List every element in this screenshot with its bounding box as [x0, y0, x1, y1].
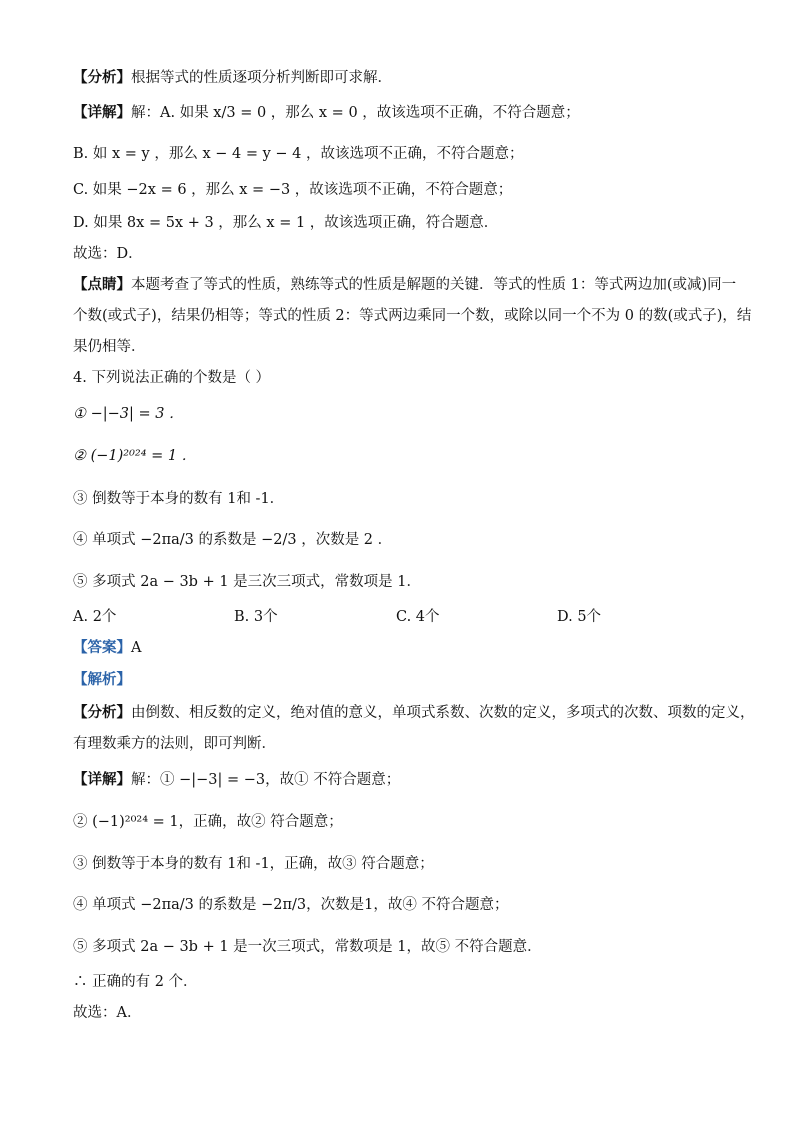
- q4-detail-text-5: ⑤ 多项式 2a − 3b + 1 是一次三项式，常数项是 1，故⑤ 不符合题意．: [73, 939, 542, 955]
- detail-line-c: [73, 180, 512, 200]
- detail-text-b: B. 如 x = y ，那么 x − 4 = y − 4 ，故该选项不正确，不符合题意；: [73, 146, 524, 162]
- q4-detail-text-1: 解：① −|−3| = −3，故① 不符合题意；: [131, 772, 401, 788]
- question-4-title: [73, 368, 270, 388]
- detail-text-a: 解：A. 如果 x/3 = 0 ，那么 x = 0 ，故该选项不正确，不符合题意；: [131, 105, 580, 121]
- option-b: B. 3个: [234, 609, 278, 625]
- note-line-3: [73, 337, 146, 357]
- choose-line: [73, 244, 143, 264]
- statement-2: [73, 446, 196, 466]
- statement-4: [73, 530, 392, 550]
- statement-3-text: ③ 倒数等于本身的数有 1和 -1．: [73, 491, 285, 507]
- answer-line: [73, 638, 141, 658]
- note-text-1: 本题考查了等式的性质，熟练等式的性质是解题的关键．等式的性质 1：等式两边加(或减)同一: [131, 277, 737, 293]
- explanation-tag-line: [73, 670, 131, 690]
- note-tag: 【点睛】: [73, 276, 131, 293]
- statement-5: [73, 572, 421, 592]
- q4-analysis-line-1: [73, 703, 755, 723]
- q4-choose-text: 故选：A．: [73, 1005, 142, 1021]
- q4-detail-text-4: ④ 单项式 −2πa/3 的系数是 −2π/3，次数是1，故④ 不符合题意；: [73, 897, 509, 913]
- answer-tag: 【答案】: [73, 639, 131, 656]
- option-d: D. 5个: [557, 609, 602, 625]
- q4-analysis-tag: 【分析】: [73, 704, 131, 721]
- q4-analysis-text-2: 有理数乘方的法则，即可判断．: [73, 736, 276, 752]
- analysis-text: 根据等式的性质逐项分析判断即可求解．: [131, 70, 392, 86]
- q4-detail-line-2: [73, 812, 343, 832]
- statement-1-text: ① −|−3| = 3 ．: [73, 406, 184, 422]
- q4-analysis-text-1: 由倒数、相反数的定义，绝对值的意义，单项式系数、次数的定义，多项式的次数、项数的定义，: [131, 705, 755, 721]
- detail-line-d: [73, 213, 498, 233]
- q4-detail-line-5: [73, 937, 542, 957]
- q4-conclusion-text: ∴ 正确的有 2 个．: [73, 974, 198, 990]
- statement-5-text: ⑤ 多项式 2a − 3b + 1 是三次三项式，常数项是 1．: [73, 574, 421, 590]
- q4-choose-line: [73, 1003, 141, 1023]
- note-line-2: [73, 306, 751, 326]
- note-text-2: 个数(或式子)，结果仍相等；等式的性质 2：等式两边乘同一个数，或除以同一个不为 0 的数(或式子)，结: [73, 308, 752, 324]
- detail-tag: 【详解】: [73, 104, 131, 121]
- q4-detail-tag: 【详解】: [73, 771, 131, 788]
- statement-4-text: ④ 单项式 −2πa/3 的系数是 −2/3 ，次数是 2 ．: [73, 532, 393, 548]
- analysis-tag: 【分析】: [73, 69, 131, 86]
- answer-text: A: [131, 640, 142, 656]
- q4-detail-line-3: [73, 854, 434, 874]
- question-4-text: 4. 下列说法正确的个数是（ ）: [73, 370, 271, 386]
- explanation-tag: 【解析】: [73, 671, 131, 688]
- q4-conclusion-line: [73, 972, 198, 992]
- statement-2-text: ② (−1)²⁰²⁴ = 1 ．: [73, 448, 197, 464]
- analysis-line: [73, 68, 392, 88]
- detail-text-c: C. 如果 −2x = 6 ，那么 x = −3 ，故该选项不正确，不符合题意；: [73, 182, 513, 198]
- statement-3: [73, 489, 284, 509]
- q4-analysis-line-2: [73, 734, 276, 754]
- q4-detail-text-2: ② (−1)²⁰²⁴ = 1，正确，故② 符合题意；: [73, 814, 343, 830]
- q4-detail-line-1: [73, 770, 400, 790]
- detail-line-a: [73, 103, 580, 123]
- option-a: A. 2个: [73, 609, 117, 625]
- statement-1: [73, 404, 184, 424]
- q4-detail-text-3: ③ 倒数等于本身的数有 1和 -1，正确，故③ 符合题意；: [73, 856, 434, 872]
- detail-text-d: D. 如果 8x = 5x + 3 ，那么 x = 1 ，故该选项正确，符合题意．: [73, 215, 499, 231]
- detail-line-b: [73, 144, 523, 164]
- option-c: C. 4个: [396, 609, 440, 625]
- note-line-1: [73, 275, 736, 295]
- choose-text: 故选：D．: [73, 246, 143, 262]
- note-text-3: 果仍相等．: [73, 339, 146, 355]
- q4-detail-line-4: [73, 895, 508, 915]
